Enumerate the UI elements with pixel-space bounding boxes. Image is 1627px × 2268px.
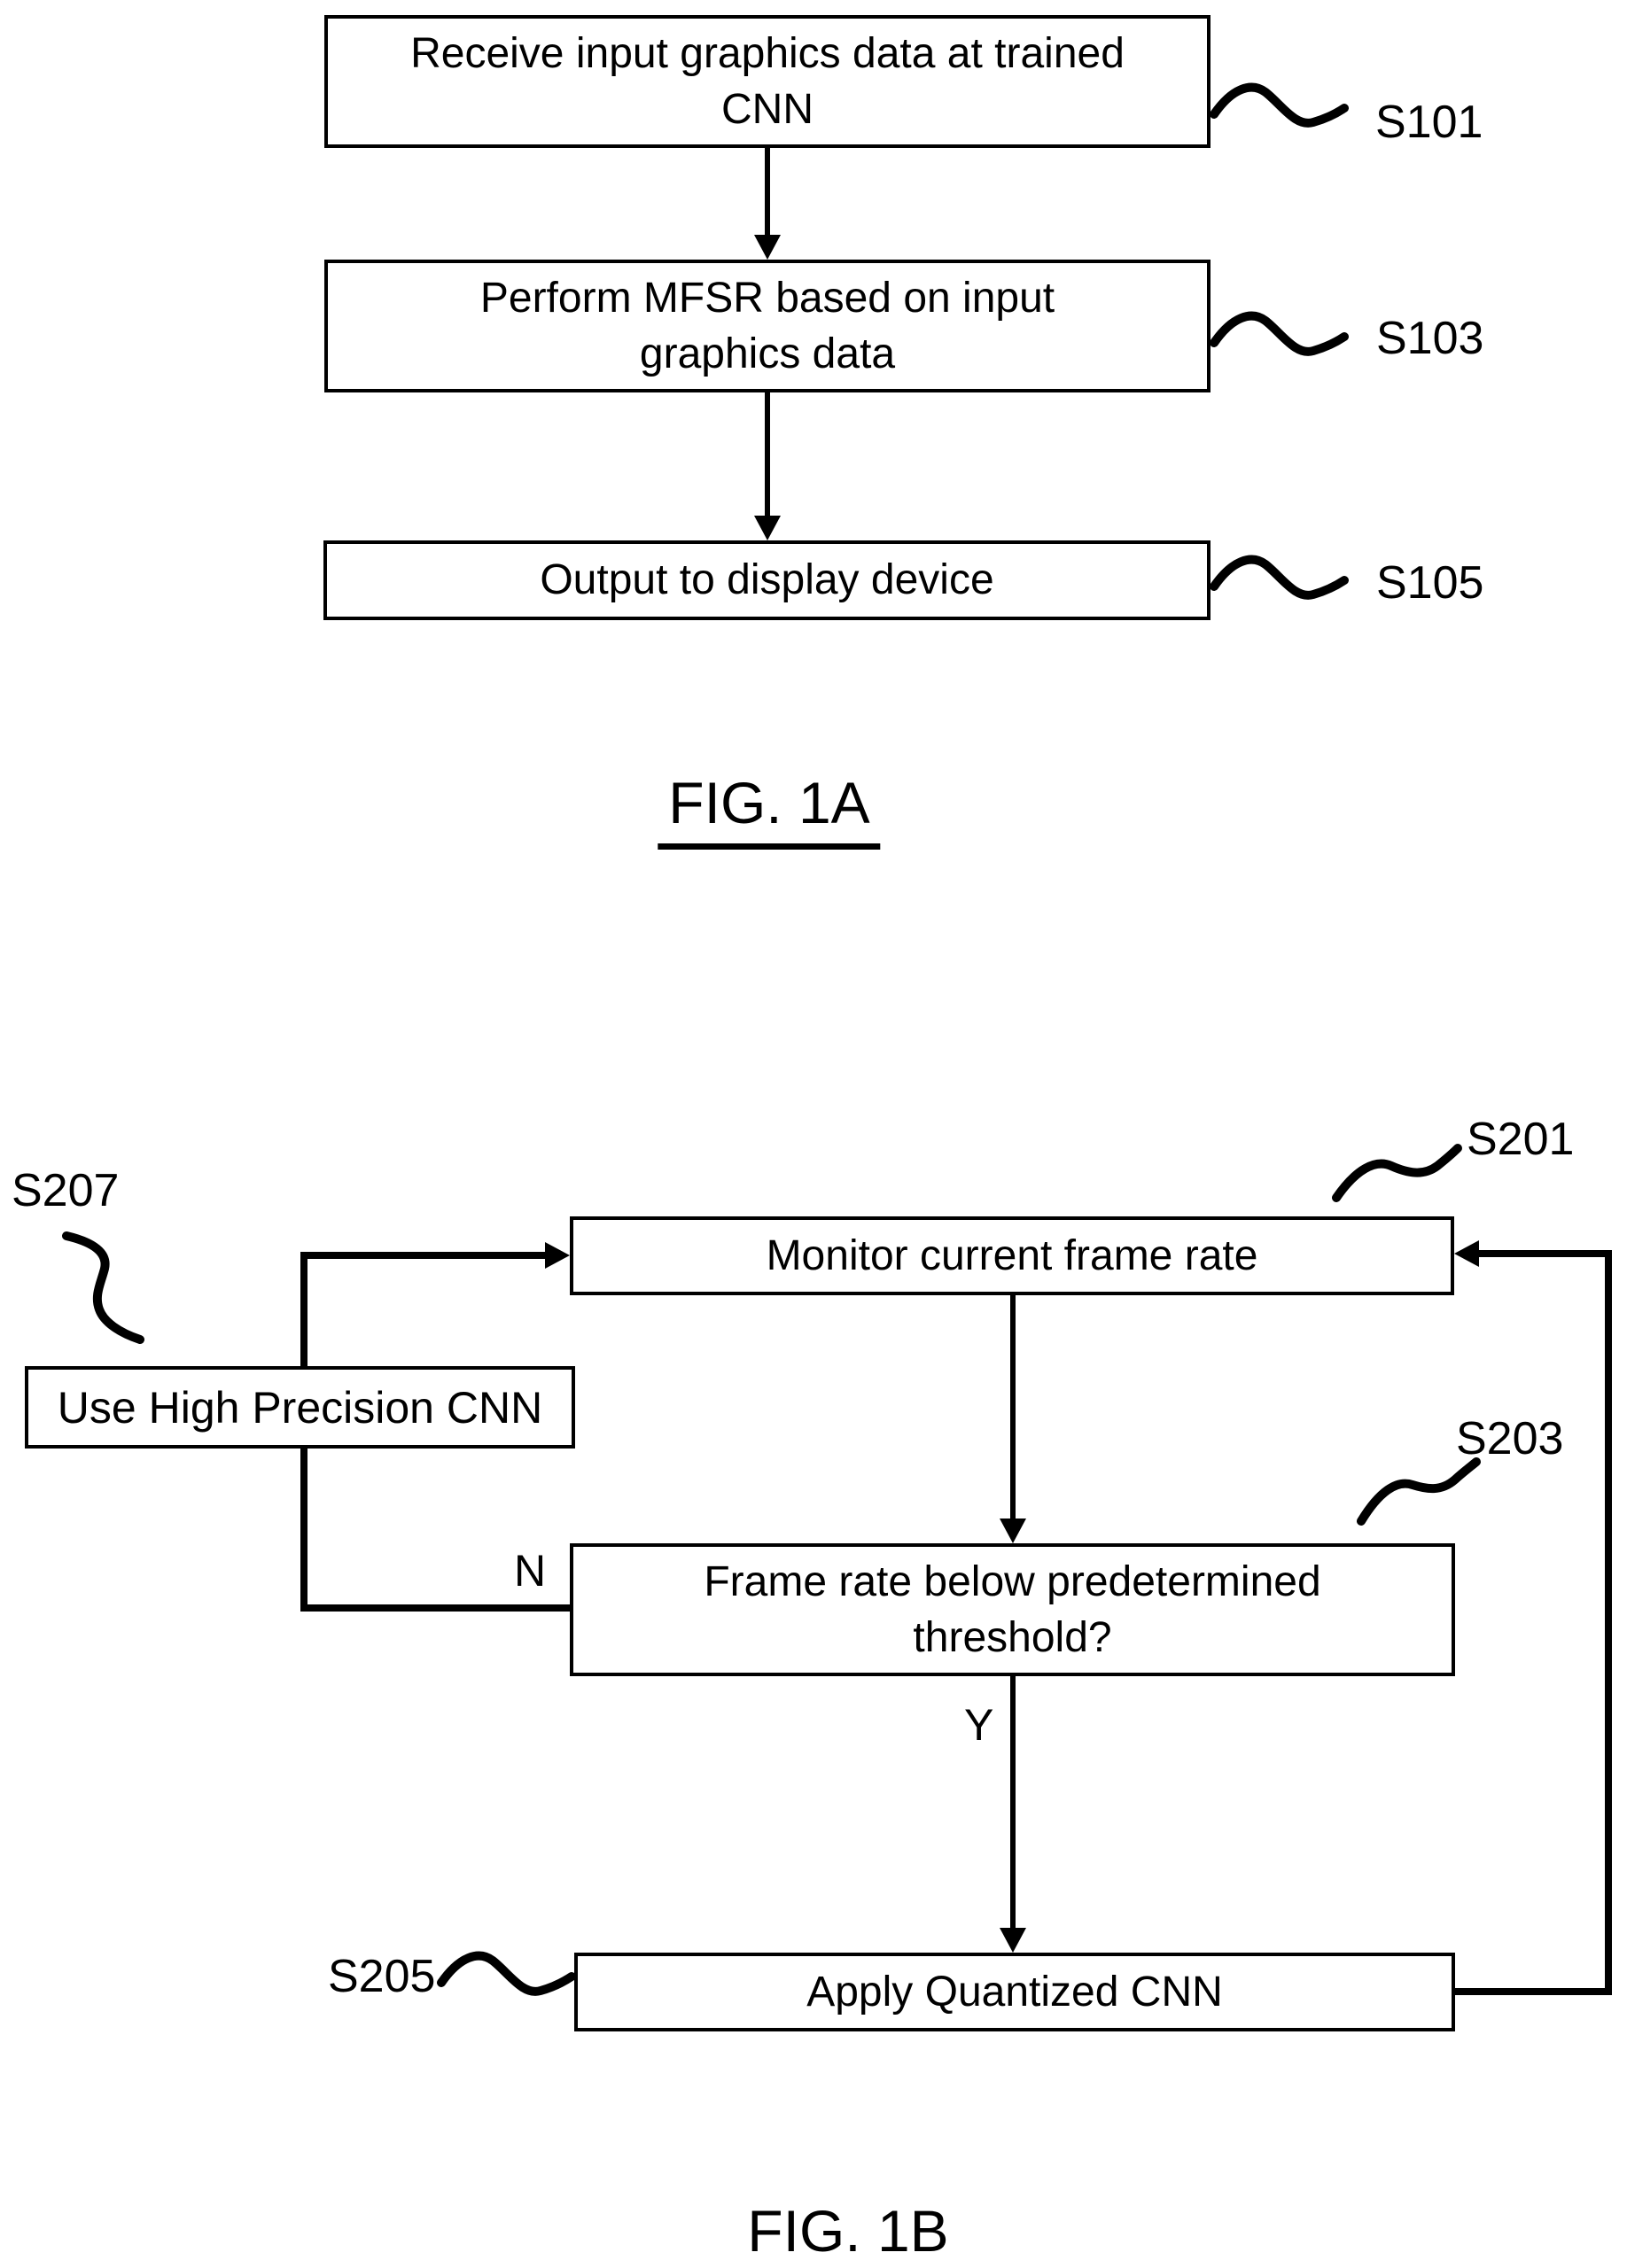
step-box-apply-quantized-cnn <box>574 1953 1455 2031</box>
squiggle-s207 <box>66 1236 140 1340</box>
squiggle-s105 <box>1214 560 1344 595</box>
arrowhead-down-3 <box>1000 1518 1026 1543</box>
ref-label-s105: S105 <box>1376 557 1484 609</box>
arrowhead-down-2 <box>754 516 781 540</box>
step-label: Apply Quantized CNN <box>806 1968 1223 2016</box>
step-label: Perform MFSR based on input graphics data <box>479 274 1055 377</box>
decision-box-frame-rate-threshold <box>570 1543 1455 1676</box>
ref-label-s205: S205 <box>328 1951 436 2002</box>
ref-label-s201: S201 <box>1467 1114 1575 1165</box>
step-label: Use High Precision CNN <box>57 1382 543 1433</box>
step-box-perform-mfsr <box>324 260 1211 392</box>
step-label: Monitor current frame rate <box>766 1231 1258 1279</box>
figure-caption-1b: FIG. 1B <box>736 2197 959 2268</box>
squiggle-s201 <box>1336 1148 1458 1198</box>
arrowhead-right-into-monitor <box>545 1242 570 1269</box>
branch-label-yes: Y <box>964 1700 994 1750</box>
step-label: Receive input graphics data at trained CNN <box>410 29 1125 133</box>
squiggle-s205 <box>441 1956 572 1992</box>
step-box-monitor-frame-rate <box>570 1216 1454 1295</box>
ref-label-s207: S207 <box>12 1165 120 1216</box>
arrowhead-left-into-monitor <box>1454 1240 1479 1267</box>
squiggle-s101 <box>1214 88 1344 123</box>
loop-apply-to-monitor <box>1455 1254 1608 1992</box>
ref-label-s103: S103 <box>1376 313 1484 364</box>
step-box-use-high-precision-cnn <box>25 1366 575 1449</box>
ref-label-s101: S101 <box>1375 97 1483 148</box>
branch-label-no: N <box>514 1546 547 1596</box>
squiggle-s203 <box>1361 1462 1476 1521</box>
arrowhead-down-4 <box>1000 1928 1026 1953</box>
squiggle-s103 <box>1214 316 1344 352</box>
arrowhead-down-1 <box>754 235 781 260</box>
figure-caption-1a: FIG. 1A <box>658 769 880 850</box>
step-label: Frame rate below predetermined threshold? <box>704 1557 1321 1661</box>
step-box-output-display <box>323 540 1211 620</box>
step-label: Output to display device <box>540 556 994 604</box>
ref-label-s203: S203 <box>1456 1413 1564 1464</box>
step-box-receive-input-graphics <box>324 15 1211 148</box>
